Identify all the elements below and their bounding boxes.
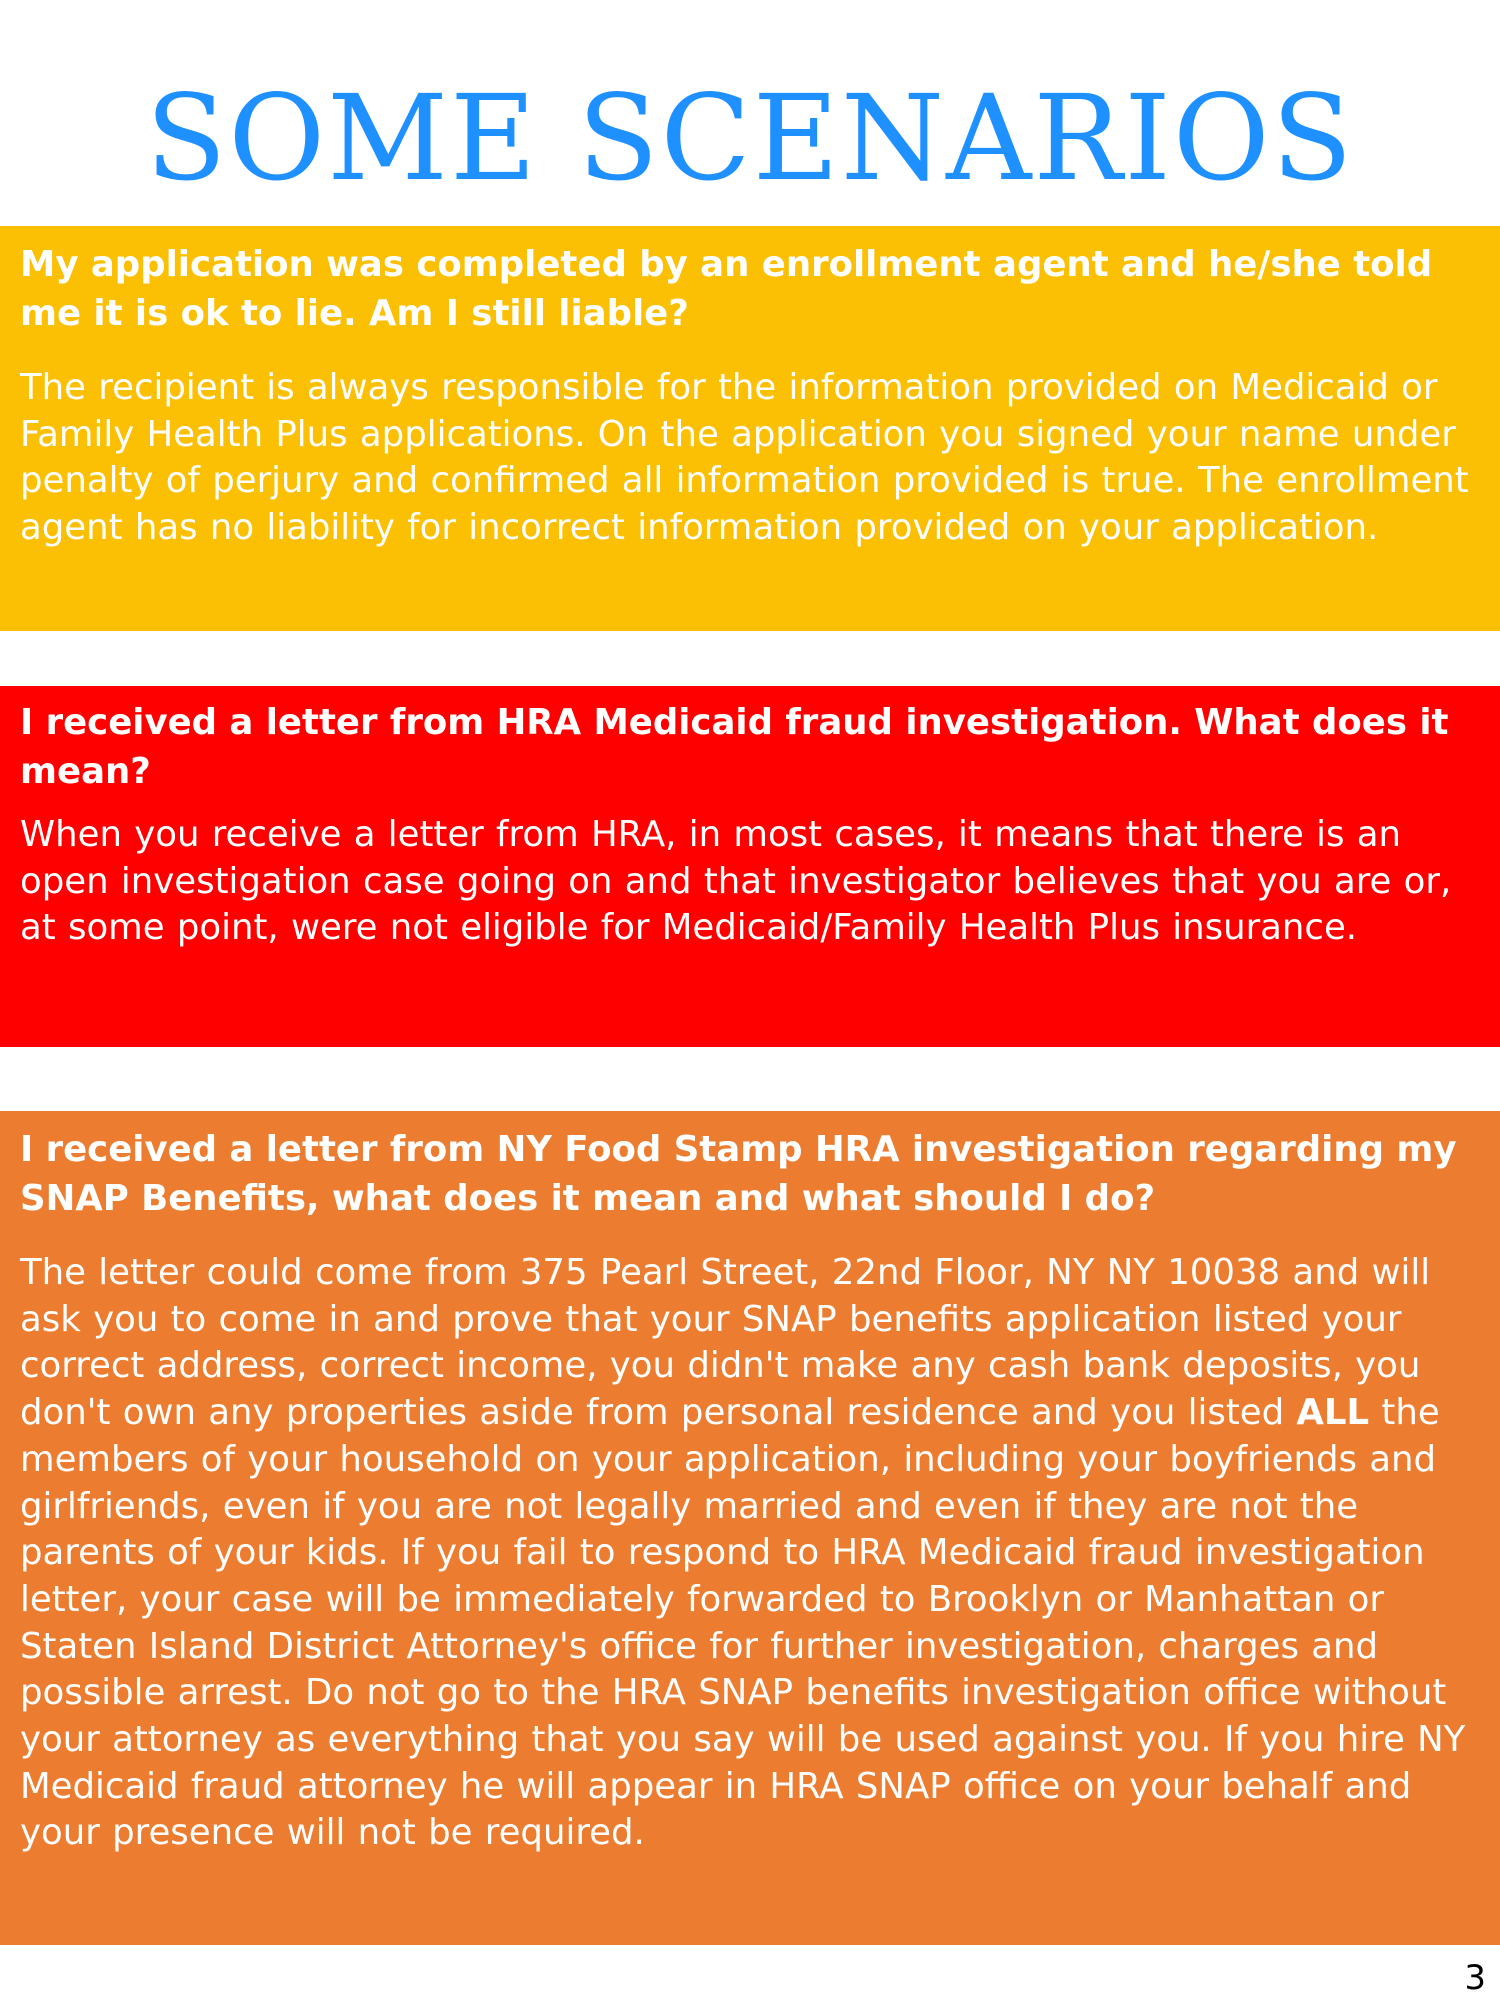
page-number: 3 [1464, 1958, 1486, 1998]
scenario-question: My application was completed by an enrollment agent and he/she told me it is ok to lie. Am I still liable? [20, 244, 1433, 334]
scenario-answer: The recipient is always responsible for the information provided on Medicaid or Family Health Plus applications. On the application you signed your name under penalty of perjury and confirmed all information provided is true. The enrollment agent has no liability for incorrect information provided on your application. [20, 367, 1469, 549]
answer-text-part: The letter could come from 375 Pearl Street, 22nd Floor, NY NY 10038 and will ask you to come in and prove that your SNAP benefits application listed your correct address, correct income, you didn't make any cash bank deposits, you don't own any properties aside from personal residence and you listed [20, 1252, 1431, 1434]
scenario-answer: When you receive a letter from HRA, in most cases, it means that there is an open investigation case going on and that investigator believes that you are or, at some point, were not eligible for Medicaid/Family Health Plus insurance. [20, 814, 1452, 949]
scenario-question: I received a letter from NY Food Stamp HRA investigation regarding my SNAP Benefits, what does it mean and what should I do? [20, 1129, 1457, 1219]
scenario-panel-hra-medicaid-letter [0, 686, 1500, 1047]
answer-text-part: the members of your household on your application, including your boyfriends and girlfriends, even if you are not legally married and even if they are not the parents of your kids. If you fail to respond to HRA Medicaid fraud investigation letter, your case will be immediately forwarded to Brooklyn or Manhattan or Staten Island District Attorney's office for further investigation, charges and possible arrest. Do not go to the HRA SNAP benefits investigation office without your attorney as everything that you say will be used against you. If you hire NY Medicaid fraud attorney he will appear in HRA SNAP office on your behalf and your presence will not be required. [20, 1392, 1466, 1854]
scenario-panel-enrollment-agent [0, 226, 1500, 631]
scenario-panel-snap-investigation [0, 1111, 1500, 1945]
scenario-answer [20, 1250, 1490, 1857]
scenario-question: I received a letter from HRA Medicaid fraud investigation. What does it mean? [20, 702, 1449, 792]
page-title: SOME SCENARIOS [145, 69, 1355, 207]
answer-emphasis: ALL [1296, 1392, 1370, 1434]
